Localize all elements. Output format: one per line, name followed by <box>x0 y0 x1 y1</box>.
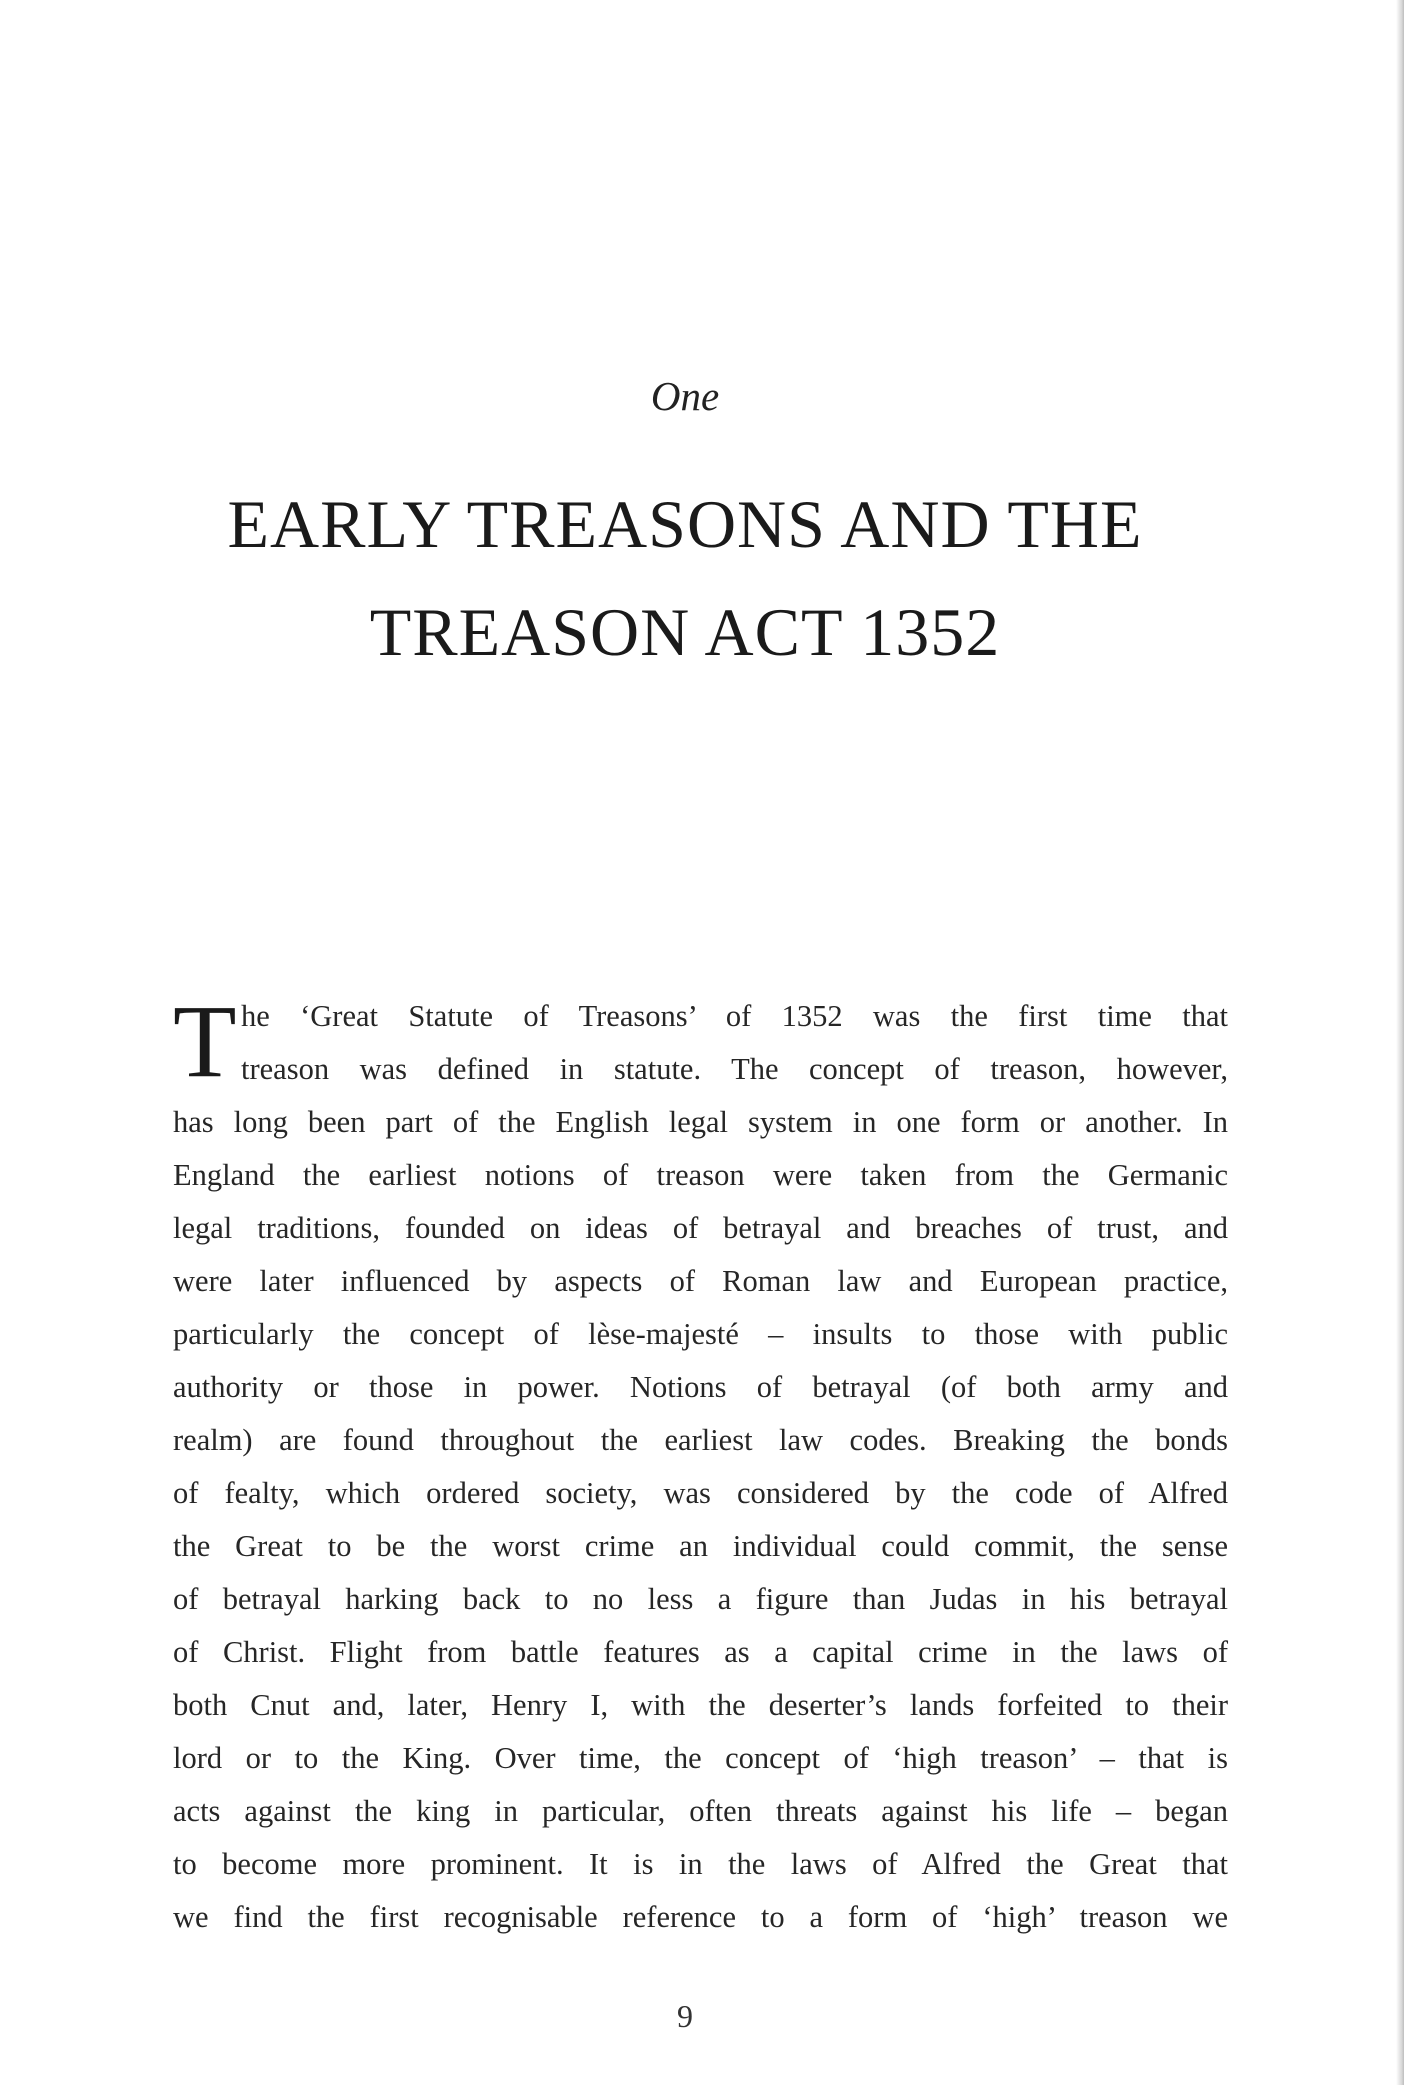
text-line: particularly the concept of lèse-majesté – insults to those with public <box>173 1317 1228 1351</box>
chapter-title <box>180 470 1190 686</box>
chapter-title-line-2: TREASON ACT 1352 <box>369 594 1001 670</box>
drop-cap: T <box>173 984 237 1099</box>
body-paragraph <box>173 984 1228 1944</box>
text-line: authority or those in power. Notions of betrayal (of both army and <box>173 1370 1228 1404</box>
page-number: 9 <box>677 1998 693 2034</box>
text-line: were later influenced by aspects of Roman law and European practice, <box>173 1264 1228 1298</box>
text-line: realm) are found throughout the earliest law codes. Breaking the bonds <box>173 1423 1228 1457</box>
chapter-title-line-1: EARLY TREASONS AND THE <box>227 486 1143 562</box>
text-line: we find the first recognisable reference to a form of ‘high’ treason we <box>173 1900 1228 1934</box>
text-line: of Christ. Flight from battle features as a capital crime in the laws of <box>173 1635 1228 1669</box>
text-line: England the earliest notions of treason were taken from the Germanic <box>173 1158 1228 1192</box>
page-edge <box>1396 0 1404 2085</box>
chapter-number: One <box>650 373 720 419</box>
text-line: both Cnut and, later, Henry I, with the deserter’s lands forfeited to their <box>173 1688 1228 1722</box>
text-line: treason was defined in statute. The concept of treason, however, <box>241 1052 1228 1086</box>
text-line: acts against the king in particular, often threats against his life – began <box>173 1794 1228 1828</box>
text-line: lord or to the King. Over time, the concept of ‘high treason’ – that is <box>173 1741 1228 1775</box>
text-line: to become more prominent. It is in the laws of Alfred the Great that <box>173 1847 1228 1881</box>
text-line: of fealty, which ordered society, was considered by the code of Alfred <box>173 1476 1228 1510</box>
text-line: the Great to be the worst crime an individual could commit, the sense <box>173 1529 1228 1563</box>
text-line: he ‘Great Statute of Treasons’ of 1352 was the first time that <box>241 999 1228 1033</box>
text-line: has long been part of the English legal system in one form or another. In <box>173 1105 1228 1139</box>
text-line: legal traditions, founded on ideas of betrayal and breaches of trust, and <box>173 1211 1228 1245</box>
text-line: of betrayal harking back to no less a figure than Judas in his betrayal <box>173 1582 1228 1616</box>
